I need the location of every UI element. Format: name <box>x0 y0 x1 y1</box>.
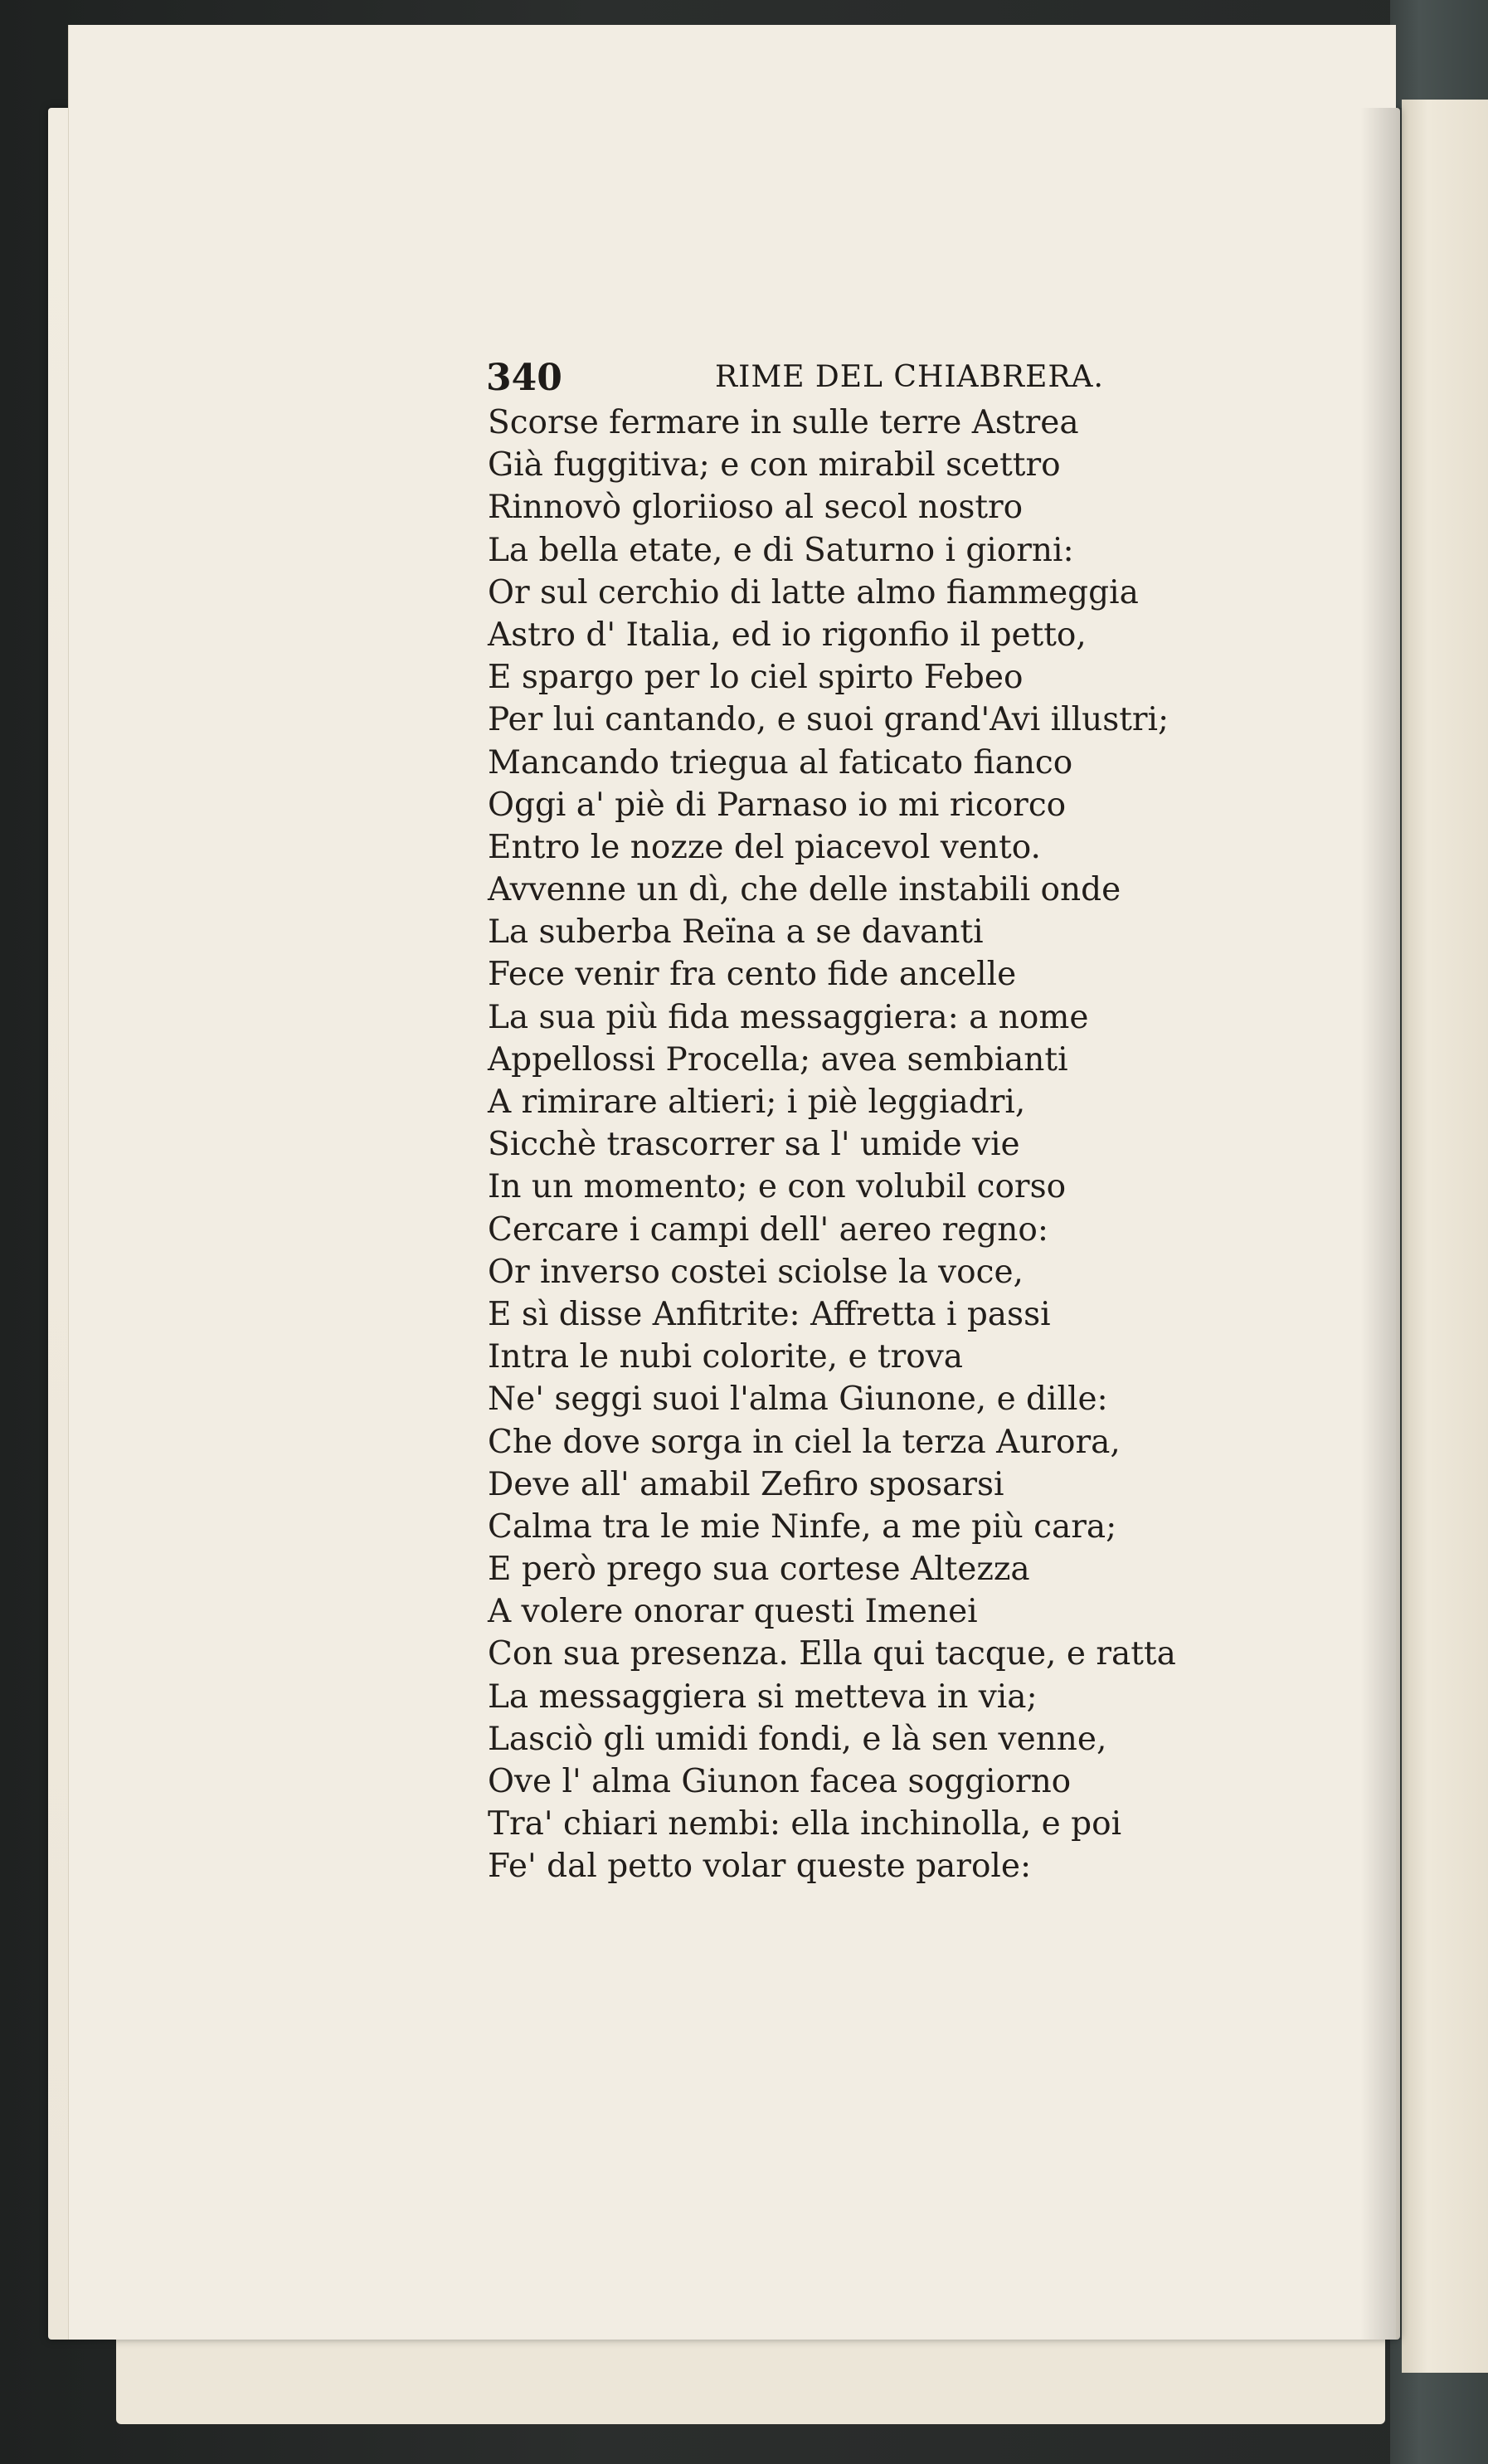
poem-line: Ove l' alma Giunon facea soggiorno <box>488 1763 1072 1800</box>
poem-line: Tra' chiari nembi: ella inchinolla, e poi <box>488 1805 1122 1843</box>
poem-line: Calma tra le mie Ninfe, a me più cara; <box>488 1507 1117 1546</box>
poem-line: Appellossi Procella; avea sembianti <box>488 1040 1068 1079</box>
poem-line: Intra le nubi colorite, e trova <box>488 1338 964 1376</box>
gutter-shadow <box>1360 108 1402 2340</box>
poem-line: Ne' seggi suoi l'alma Giunone, e dille: <box>488 1381 1108 1419</box>
poem-line: Scorse fermare in sulle terre Astrea <box>488 404 1079 441</box>
poem-line: Fece venir fra cento fide ancelle <box>488 956 1017 994</box>
poem-line: A rimirare altieri; i piè leggiadri, <box>488 1083 1026 1121</box>
poem-line: Sicchè trascorrer sa l' umide vie <box>488 1126 1020 1164</box>
poem-line: Or inverso costei sciolse la voce, <box>488 1253 1024 1291</box>
poem-line: E però prego sua cortese Altezza <box>488 1551 1030 1589</box>
poem-line: Avvenne un dì, che delle instabili onde <box>488 871 1121 909</box>
poem-line: La suberba Reïna a se davanti <box>488 913 984 952</box>
poem-line: E spargo per lo ciel spirto Febeo <box>488 659 1024 697</box>
poem-line: Per lui cantando, e suoi grand'Avi illustri; <box>488 701 1169 739</box>
page-header <box>486 357 1183 407</box>
poem-text <box>488 402 1325 1888</box>
poem-line: Già fuggitiva; e con mirabil scettro <box>488 446 1061 485</box>
poem-line: Lasciò gli umidi fondi, e là sen venne, <box>488 1720 1107 1758</box>
poem-line: La bella etate, e di Saturno i giorni: <box>488 531 1074 569</box>
page-number: 340 <box>486 357 562 399</box>
poem-line: In un momento; e con volubil corso <box>488 1168 1067 1206</box>
running-head: RIME DEL CHIABRERA. <box>715 360 1104 394</box>
poem-line: E sì disse Anfitrite: Affretta i passi <box>488 1295 1051 1333</box>
poem-line: Mancando triegua al faticato fianco <box>488 743 1073 782</box>
poem-line: La sua più fida messaggiera: a nome <box>488 998 1089 1036</box>
poem-line: Deve all' amabil Zefiro sposarsi <box>488 1465 1004 1503</box>
poem-line: Astro d' Italia, ed io rigonfio il petto, <box>488 616 1087 654</box>
poem-line: Cercare i campi dell' aereo regno: <box>488 1210 1049 1249</box>
poem-line: La messaggiera si metteva in via; <box>488 1678 1038 1716</box>
poem-line: Rinnovò gloriioso al secol nostro <box>488 489 1024 527</box>
poem-line: Or sul cerchio di latte almo fiammeggia <box>488 573 1139 611</box>
facing-page-edge <box>1402 100 1488 2373</box>
poem-line: A volere onorar questi Imenei <box>488 1593 978 1631</box>
poem-line: Entro le nozze del piacevol vento. <box>488 828 1041 866</box>
poem-line: Oggi a' piè di Parnaso io mi ricorco <box>488 786 1067 824</box>
poem-line: Con sua presenza. Ella qui tacque, e ratta <box>488 1635 1176 1673</box>
poem-line: Fe' dal petto volar queste parole: <box>488 1848 1032 1886</box>
poem-line: Che dove sorga in ciel la terza Aurora, <box>488 1423 1121 1461</box>
